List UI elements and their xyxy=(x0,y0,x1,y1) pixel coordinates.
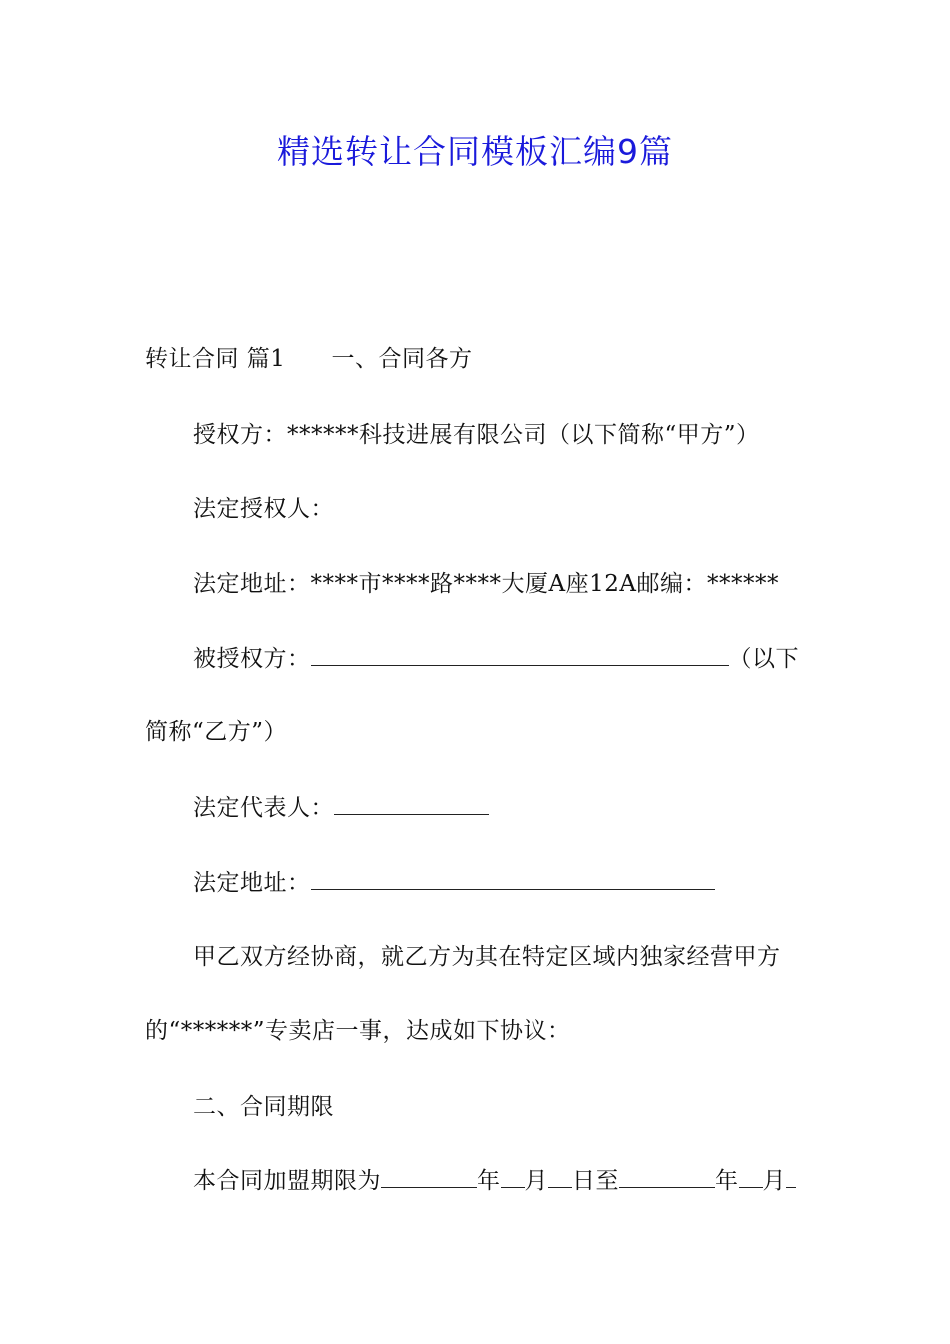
term-end-month-blank[interactable] xyxy=(739,1165,763,1188)
licensee-rep-label: 法定代表人： xyxy=(193,795,334,821)
licensor-line: 授权方：******科技进展有限公司（以下简称“甲方”） xyxy=(193,422,760,448)
term-month-1: 月 xyxy=(524,1168,548,1194)
term-end-year-blank[interactable] xyxy=(619,1165,715,1188)
term-end-day-blank[interactable] xyxy=(786,1165,796,1188)
agreement-line-1: 甲乙双方经协商，就乙方为其在特定区域内独家经营甲方 xyxy=(193,944,781,970)
term-heading: 二、合同期限 xyxy=(193,1094,334,1120)
licensee-prefix: 被授权方： xyxy=(193,646,311,672)
agreement-line-2: 的“******”专卖店一事，达成如下协议： xyxy=(145,1018,571,1044)
licensor-address-line: 法定地址：****市****路****大厦A座12A邮编：****** xyxy=(193,571,779,597)
licensee-rep-line xyxy=(193,792,489,824)
term-start-year-blank[interactable] xyxy=(381,1165,477,1188)
licensee-name-blank[interactable] xyxy=(311,643,729,666)
section-heading-right: 一、合同各方 xyxy=(331,346,473,372)
term-month-2: 月 xyxy=(762,1168,786,1194)
term-year-1: 年 xyxy=(477,1168,501,1194)
term-prefix: 本合同加盟期限为 xyxy=(193,1168,381,1194)
document-title: 精选转让合同模板汇编9篇 xyxy=(277,132,673,171)
licensee-suffix: （以下 xyxy=(728,646,799,672)
section-heading-line xyxy=(145,343,472,375)
licensee-rep-blank[interactable] xyxy=(334,792,489,815)
licensee-address-label: 法定地址： xyxy=(193,870,311,896)
term-line xyxy=(193,1165,796,1197)
term-start-month-blank[interactable] xyxy=(501,1165,525,1188)
licensee-cont-line: 简称“乙方”） xyxy=(145,719,288,745)
term-year-2: 年 xyxy=(715,1168,739,1194)
licensee-line xyxy=(193,643,799,675)
licensor-legal-person-line: 法定授权人： xyxy=(193,496,334,522)
section-heading-left: 转让合同 篇1 xyxy=(145,346,286,372)
term-day-1: 日至 xyxy=(572,1168,619,1194)
licensee-address-line xyxy=(193,867,715,899)
term-start-day-blank[interactable] xyxy=(548,1165,572,1188)
licensee-address-blank[interactable] xyxy=(311,867,715,890)
